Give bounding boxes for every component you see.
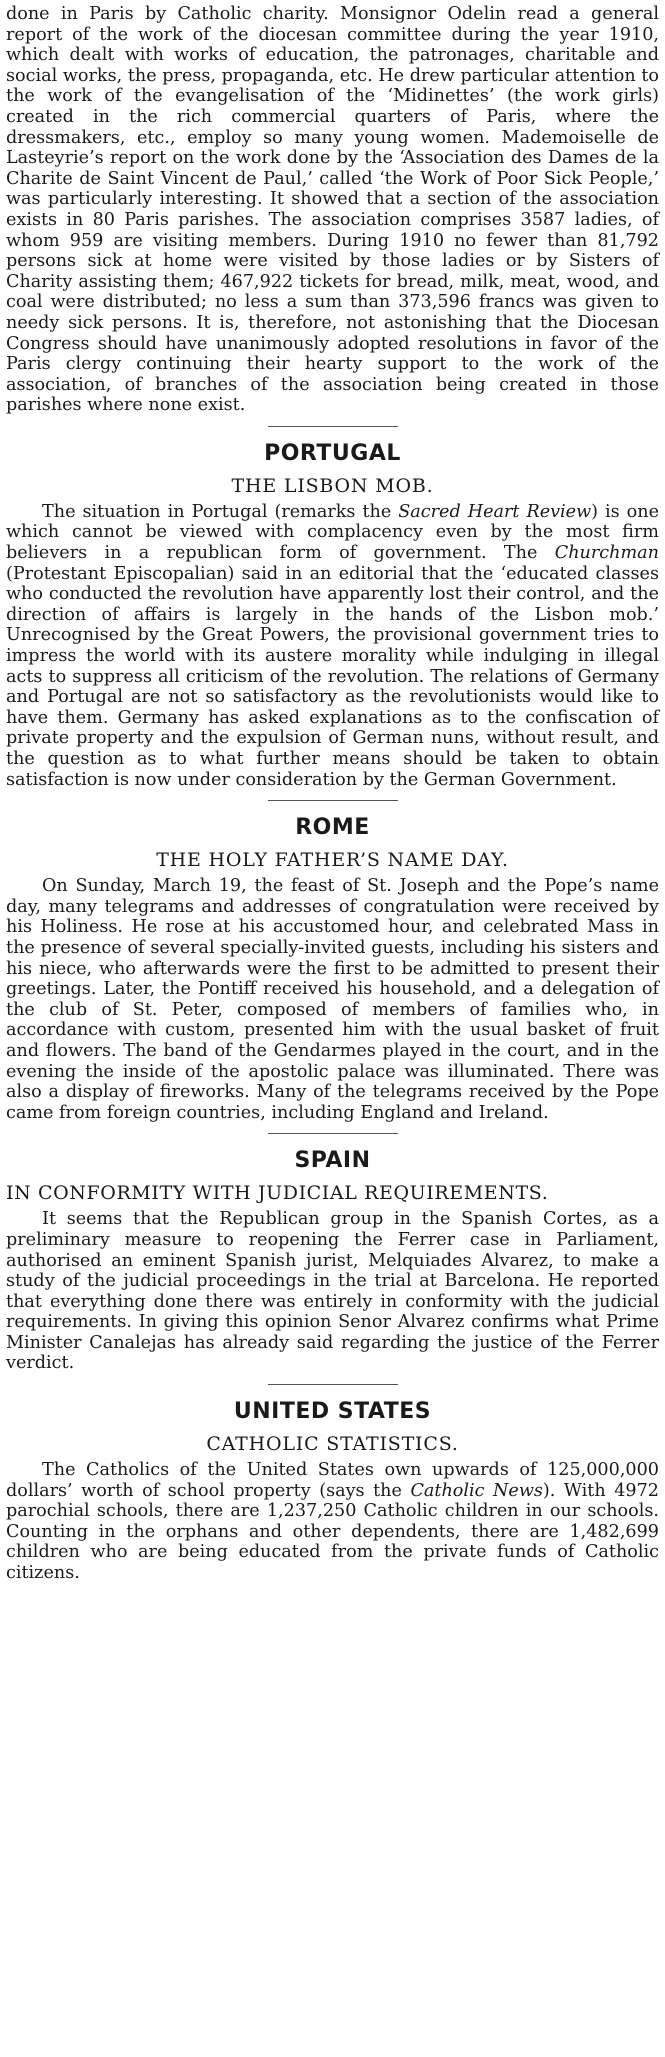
section-heading-united-states: UNITED STATES	[233, 1399, 432, 1425]
publication-name: Churchman	[554, 543, 659, 564]
article-body-lisbon-mob	[6, 502, 659, 790]
body-text: The Catholics of the United States own upwards of 125,000,000 dollars’ worth of school property (says the	[6, 1460, 659, 1501]
publication-name: Sacred Heart Review	[398, 501, 592, 522]
section-divider	[268, 1133, 398, 1134]
body-text: (Protestant Episcopalian) said in an editorial that the ‘educated classes who conducted the revolution have apparently lost their control, and the direction of affairs is largely in the hands of the Lisbon mob.’ Unrecognised by the Great Powers, the provisional government tries to impress the world with its austere morality while indulging in illegal acts to suppress all criticism of the revolution. The relations of Germany and Portugal are not so satisfactory as the revolutionists would like to have them. Germany has asked explanations as to the confiscation of private property and the expulsion of German nuns, without result, and the question as to what further means should be taken to obtain satisfaction is now under consideration by the German Government.	[6, 563, 659, 790]
section-divider	[268, 1384, 398, 1385]
article-body-judicial: It seems that the Republican group in the Spanish Cortes, as a preliminary measure to reopening the Ferrer case in Parliament, authorised an eminent Spanish jurist, Melquiades Alvarez, to make a study of the judicial proceedings in the trial at Barcelona. He reported that everything done there was entirely in conformity with the judicial requirements. In giving this opinion Senor Alvarez confirms what Prime Minister Canalejas has already said regarding the justice of the Ferrer verdict.	[6, 1209, 659, 1374]
body-text: ). With 4972 parochial schools, there are 1,237,250 Catholic children in our schools. Counting in the orphans and other dependents, there are 1,482,699 children who are being educated from the private funds of Catholic citizens.	[6, 1480, 660, 1584]
body-text: ) is one which cannot be viewed with complacency even by the most firm believers in a republican form of government. The	[6, 501, 659, 564]
article-headline-name-day: THE HOLY FATHER’S NAME DAY.	[156, 849, 509, 872]
article-headline-judicial: IN CONFORMITY WITH JUDICIAL REQUIREMENTS.	[6, 1182, 549, 1205]
article-body-statistics	[6, 1460, 659, 1584]
section-heading-portugal: PORTUGAL	[264, 440, 401, 466]
section-divider	[268, 800, 398, 801]
article-headline-statistics: CATHOLIC STATISTICS.	[206, 1433, 459, 1456]
section-heading-rome: ROME	[295, 815, 370, 841]
intro-paragraph: done in Paris by Catholic charity. Monsignor Odelin read a general report of the work of the diocesan committee during the year 1910, which dealt with works of education, the patronages, charitable and social works, the press, propaganda, etc. He drew particular attention to the work of the evangelisation of the ‘Midinettes’ (the work girls) created in the rich commercial quarters of Paris, where the dressmakers, etc., employ so many young women. Mademoiselle de Lasteyrie’s report on the work done by the ‘Association des Dames de la Charite de Saint Vincent de Paul,’ called ‘the Work of Poor Sick People,’ was particularly interesting. It showed that a section of the association exists in 80 Paris parishes. The association comprises 3587 ladies, of whom 959 are visiting members. During 1910 no fewer than 81,792 persons sick at home were visited by those ladies or by Sisters of Charity assisting them; 467,922 tickets for bread, milk, meat, wood, and coal were distributed; no less a sum than 373,596 francs was given to needy sick persons. It is, therefore, not astonishing that the Diocesan Congress should have unanimously adopted resolutions in favor of the Paris clergy continuing their hearty support to the work of the association, of branches of the association being created in those parishes where none exist.	[6, 4, 659, 416]
article-body-name-day: On Sunday, March 19, the feast of St. Joseph and the Pope’s name day, many telegrams and addresses of congratulation were received by his Holiness. He rose at his accustomed hour, and celebrated Mass in the presence of several specially-invited guests, including his sisters and his niece, who afterwards were the first to be admitted to present their greetings. Later, the Pontiff received his household, and a delegation of the club of St. Peter, composed of members of families who, in accordance with custom, presented him with the usual basket of fruit and flowers. The band of the Gendarmes played in the court, and in the evening the inside of the apostolic palace was illuminated. There was also a display of fireworks. Many of the telegrams received by the Pope came from foreign countries, including England and Ireland.	[6, 876, 659, 1123]
article-headline-lisbon-mob: THE LISBON MOB.	[231, 474, 434, 497]
publication-name: Catholic News	[410, 1480, 543, 1501]
section-heading-spain: SPAIN	[294, 1148, 371, 1174]
section-divider	[268, 426, 398, 427]
body-text: The situation in Portugal (remarks the	[42, 501, 399, 522]
